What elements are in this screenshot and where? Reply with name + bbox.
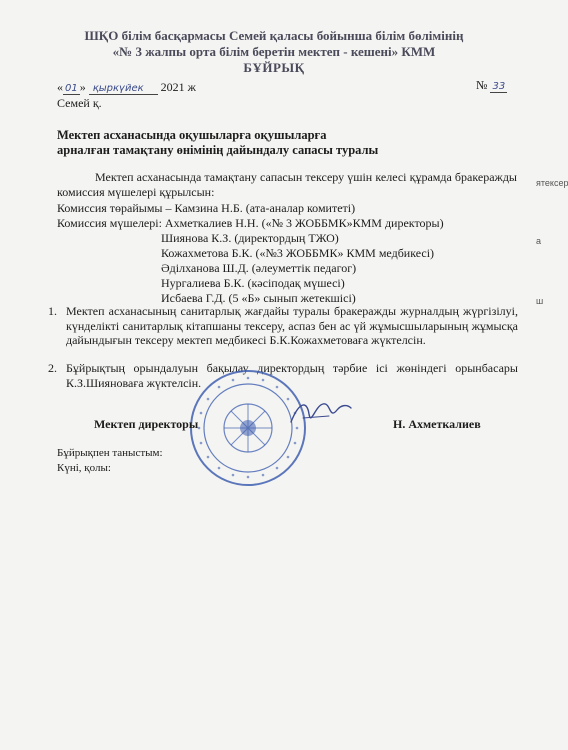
margin-mark: ш <box>536 296 544 306</box>
document-type: БҰЙРЫҚ <box>243 60 305 75</box>
date-open-quote: « <box>57 80 63 94</box>
order-item-number: 2. <box>48 361 57 375</box>
order-item-text: Мектеп асханасының санитарлық жағдайы туралы бракеражды журналдың жүргізілуі, күнделікті санитарлық кітапшаны тексеру, аспаз бен ас үй жұмысшыларының жұмысқа дайындығын тексеру мектеп медбикесі Б.К.Кожахметоваға жүктелсін. <box>66 304 518 347</box>
commission-members-label: Комиссия мүшелері: Ахметкалиев Н.Н. («№ 3 ЖОББМК»КММ директоры) <box>57 216 444 230</box>
date-close-quote: » <box>79 80 86 94</box>
paragraph-intro: Мектеп асханасында тамақтану сапасын тексеру үшін келесі құрамда бракеражды комиссия мүшелері құрылсын: <box>57 170 517 199</box>
date-signature-label: Күні, қолы: <box>57 462 111 474</box>
order-item-number: 1. <box>48 304 57 318</box>
margin-mark: ятексер <box>536 178 568 188</box>
commission-member: Нургалиева Б.К. (кәсіподақ мүшесі) <box>161 276 345 290</box>
date-line <box>57 80 196 95</box>
date-year: 2021 ж <box>160 80 196 94</box>
order-number-prefix: № <box>476 78 488 92</box>
order-item-text: Бұйрықтың орындалуын бақылау директордың тәрбие ісі жөніндегі орынбасары К.З.Шияноваға жүктелсін. <box>66 361 518 390</box>
commission-member: Әділханова Ш.Д. (әлеуметтік педагог) <box>161 261 357 275</box>
commission-chair: Комиссия төрайымы – Камзина Н.Б. (ата-аналар комитеті) <box>57 201 356 215</box>
margin-mark: а <box>536 236 542 246</box>
header-organization: ШҚО білім басқармасы Семей қаласы бойынша білім бөлімінің <box>84 28 464 43</box>
commission-member: Кожахметова Б.К. («№3 ЖОББМК» КММ медбикесі) <box>161 246 435 260</box>
signature-position: Мектеп директоры <box>94 417 199 431</box>
document-title-line1: Мектеп асханасында оқушыларға оқушыларға <box>57 128 327 142</box>
signature-name: Н. Ахметкалиев <box>393 417 481 431</box>
commission-member: Исбаева Г.Д. (5 «Б» сынып жетекшісі) <box>161 291 356 305</box>
order-item-1 <box>48 304 518 348</box>
document-title-line2: арналған тамақтану өнімінің дайындалу сапасы туралы <box>57 143 379 157</box>
order-number <box>476 78 507 93</box>
date-month-handwritten: қыркүйек <box>89 83 158 95</box>
date-day-handwritten: 01 <box>65 83 78 94</box>
city: Семей қ. <box>57 96 102 110</box>
acquaint-label: Бұйрықпен таныстым: <box>57 447 163 459</box>
commission-member: Шиянова К.З. (директордың ТЖО) <box>161 231 339 245</box>
header-school: «№ 3 жалпы орта білім беретін мектеп - кешені» КММ <box>112 44 436 59</box>
handwritten-signature <box>285 396 355 432</box>
order-number-handwritten: 33 <box>492 81 506 92</box>
